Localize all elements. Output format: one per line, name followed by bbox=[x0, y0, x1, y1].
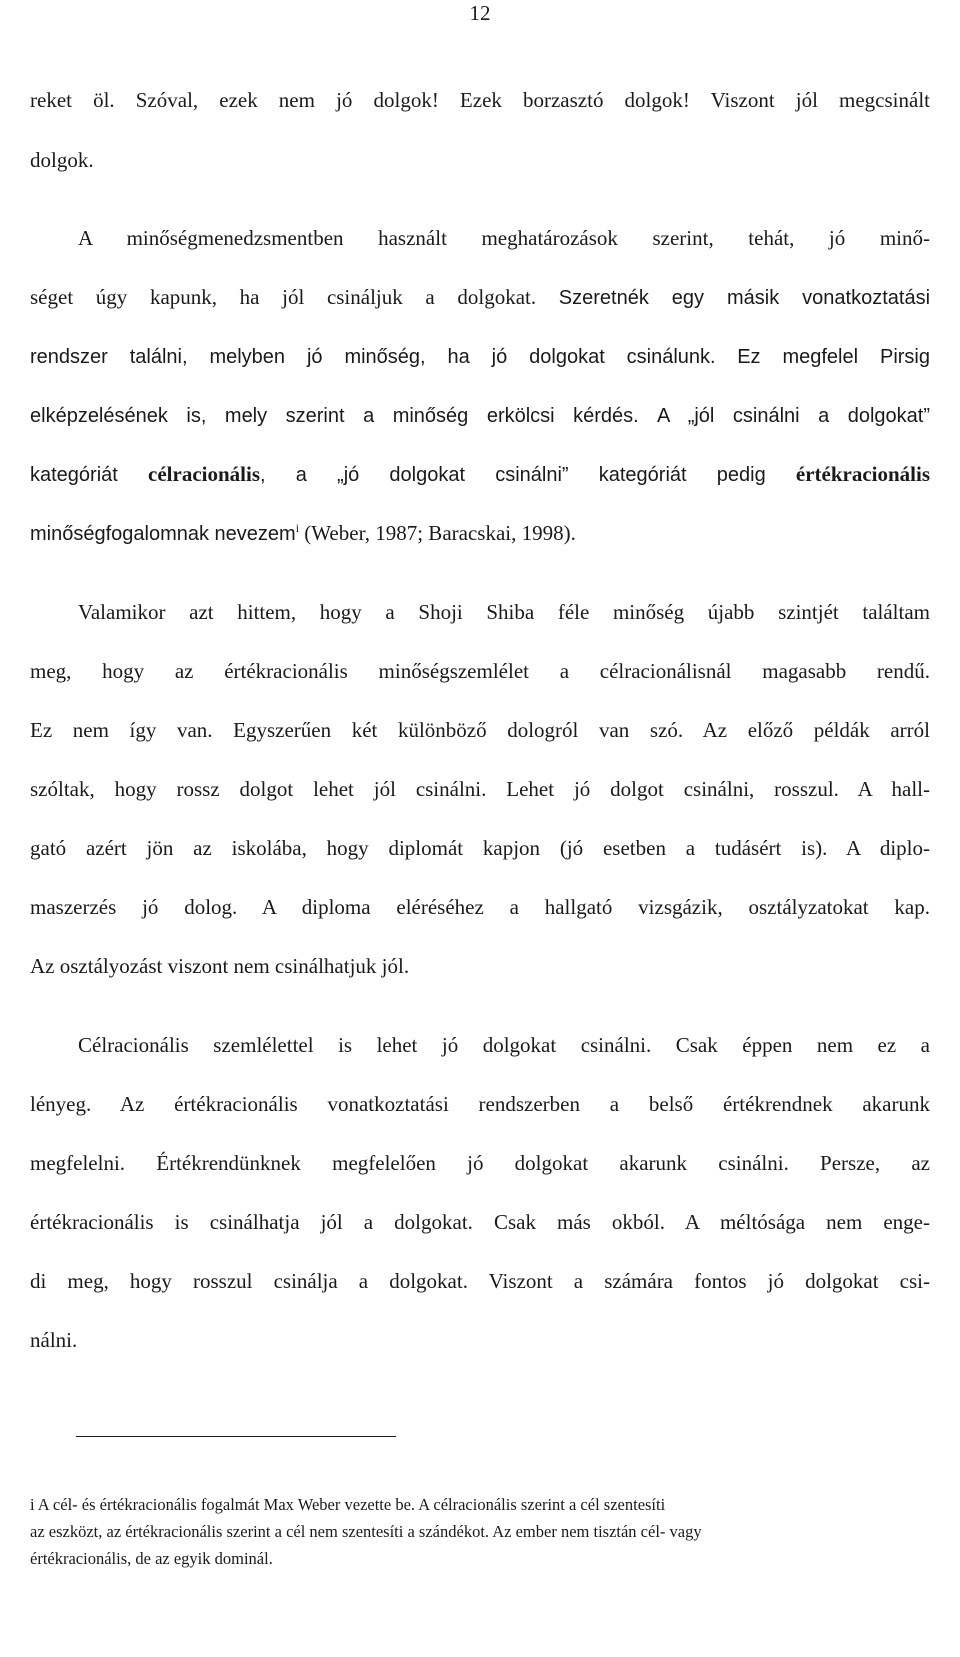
text-segment: A „jól csinálni a dolgokat” bbox=[656, 405, 931, 427]
bold-term: értékracionális bbox=[795, 462, 931, 486]
text-segment: , a „jó dolgokat csinálni” kategóriát pedig bbox=[260, 464, 796, 486]
text-segment: Ez megfelel Pirsig bbox=[737, 346, 930, 368]
text-segment: (Weber, 1987; Baracskai, 1998). bbox=[299, 521, 576, 545]
footnote-line: i A cél- és értékracionális fogalmát Max Weber vezette be. A célracionális szerint a cél szentesíti bbox=[30, 1495, 666, 1514]
text-line: gató azért jön az iskolába, hogy diplomát kapjon (jó esetben a tudásért is). A diplo- bbox=[30, 836, 930, 860]
footnote-line: az eszközt, az értékracionális szerint a cél nem szentesíti a szándékot. Az ember nem tisztán cél- vagy bbox=[30, 1522, 702, 1541]
text-segment: Szeretnék egy másik vonatkoztatási bbox=[558, 287, 931, 309]
text-line: maszerzés jó dolog. A diploma eléréséhez a hallgató vizsgázik, osztályzatokat kap. bbox=[30, 895, 930, 919]
text-line: A minőségmenedzsmentben használt meghatározások szerint, tehát, jó minő- bbox=[78, 226, 930, 250]
text-segment: minőségfogalomnak nevezem bbox=[30, 523, 296, 545]
footnote-separator bbox=[76, 1436, 396, 1437]
text-segment: elképzelésének is, mely szerint a minőség erkölcsi kérdés. bbox=[30, 405, 639, 427]
bold-term: célracionális bbox=[148, 462, 260, 486]
text-line: di meg, hogy rosszul csinálja a dolgokat. Viszont a számára fontos jó dolgokat csi- bbox=[30, 1269, 930, 1293]
footnote-marker: i bbox=[295, 521, 300, 535]
text-line: meg, hogy az értékracionális minőségszemlélet a célracionálisnál magasabb rendű. bbox=[30, 659, 930, 683]
text-line: lényeg. Az értékracionális vonatkoztatási rendszerben a belső értékrendnek akarunk bbox=[30, 1092, 930, 1116]
text-line bbox=[30, 344, 930, 369]
text-line: Valamikor azt hittem, hogy a Shoji Shiba féle minőség újabb szintjét találtam bbox=[78, 600, 930, 624]
text-line bbox=[30, 462, 930, 487]
text-line: dolgok. bbox=[30, 148, 94, 172]
text-line: megfelelni. Értékrendünknek megfelelően jó dolgokat akarunk csinálni. Persze, az bbox=[30, 1151, 930, 1175]
footnote-line: értékracionális, de az egyik dominál. bbox=[30, 1549, 273, 1568]
text-line: szóltak, hogy rossz dolgot lehet jól csinálni. Lehet jó dolgot csinálni, rosszul. A hall- bbox=[30, 777, 930, 801]
text-line bbox=[30, 285, 930, 310]
text-line bbox=[30, 521, 576, 546]
text-line: Célracionális szemlélettel is lehet jó dolgokat csinálni. Csak éppen nem ez a bbox=[78, 1033, 930, 1057]
text-segment: séget úgy kapunk, ha jól csináljuk a dolgokat. bbox=[30, 285, 537, 309]
text-line: nálni. bbox=[30, 1328, 78, 1352]
text-segment: rendszer találni, melyben jó minőség, ha jó dolgokat csinálunk. bbox=[30, 346, 716, 368]
text-line bbox=[30, 403, 930, 428]
text-line: Az osztályozást viszont nem csinálhatjuk jól. bbox=[30, 954, 410, 978]
text-line: reket öl. Szóval, ezek nem jó dolgok! Ezek borzasztó dolgok! Viszont jól megcsinált bbox=[30, 88, 930, 112]
text-line: Ez nem így van. Egyszerűen két különböző dologról van szó. Az előző példák arról bbox=[30, 718, 930, 742]
text-segment: kategóriát bbox=[30, 464, 149, 486]
footnote bbox=[30, 1491, 930, 1572]
text-line: értékracionális is csinálhatja jól a dolgokat. Csak más okból. A méltósága nem enge- bbox=[30, 1210, 930, 1234]
page-number: 12 bbox=[469, 1, 491, 25]
